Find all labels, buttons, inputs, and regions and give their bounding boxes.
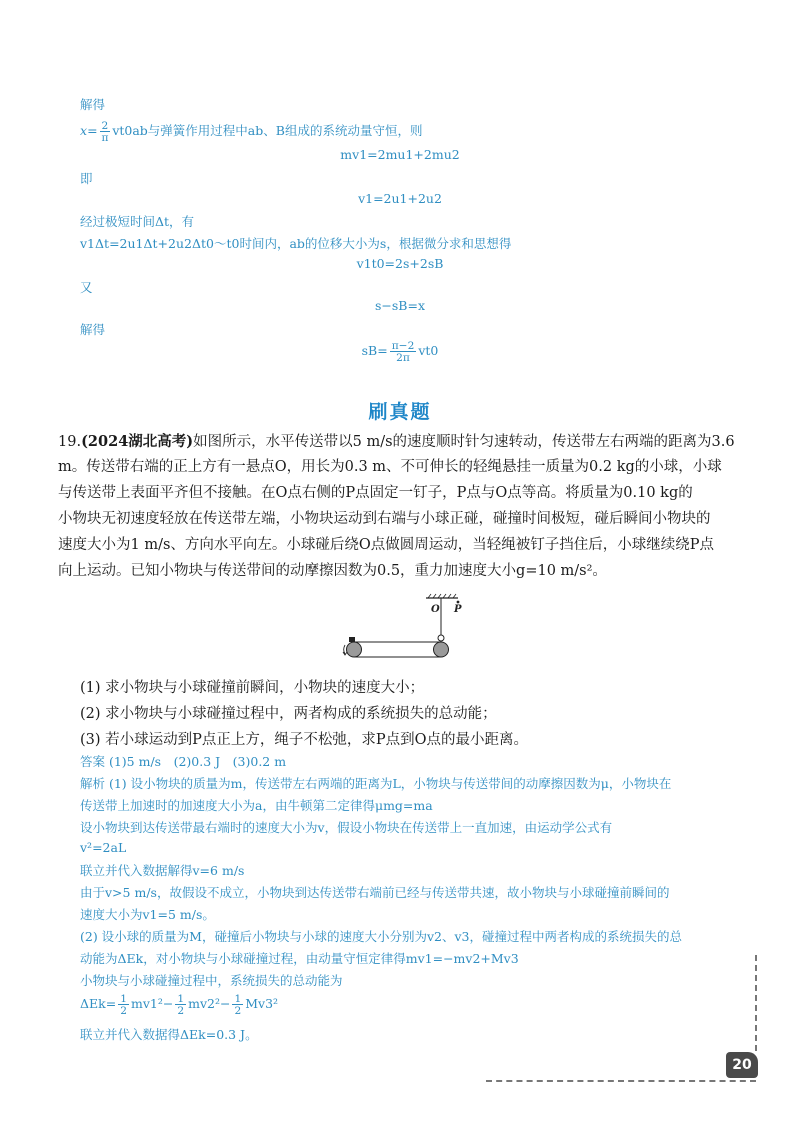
solution-line: 设小物块到达传送带最右端时的速度大小为v，假设小物块在传送带上一直加速，由运动学公式有 (80, 820, 613, 835)
ball (438, 635, 444, 641)
left-pulley (347, 642, 362, 657)
conveyor-belt-figure (330, 590, 470, 665)
equation: v1=2u1+2u2 (358, 191, 442, 206)
question-line: 与传送带上表面平齐但不接触。在O点右侧的P点固定一钉子，P点与O点等高。将质量为0.10 kg的 (58, 485, 693, 501)
solution-line: v²=2aL (80, 840, 127, 855)
text-line: 解得 (80, 97, 106, 112)
label-o: O (431, 604, 440, 615)
fraction: $\frac{1}{2}$ (177, 992, 185, 1018)
solution-line: 小物块与小球碰撞过程中，系统损失的总动能为 (80, 973, 343, 988)
block (349, 637, 355, 642)
answer-summary: 答案 (1)5 m/s (2)0.3 J (3)0.2 m (80, 754, 287, 769)
sub-question-3: (3) 若小球运动到P点正上方，绳子不松弛，求P点到O点的最小距离。 (80, 732, 529, 748)
solution-line: 解析 (1) 设小物块的质量为m，传送带左右两端的距离为L，小物块与传送带间的动摩擦因数为μ，小物块在 (80, 776, 672, 791)
question-line: 小物块无初速度轻放在传送带左端，小物块运动到右端与小球正碰，碰撞时间极短，碰后瞬间小物块的 (58, 511, 711, 527)
rotation-arrow (344, 645, 345, 654)
fraction: $\frac{\pi-2}{2\pi}$ (391, 339, 415, 365)
page-number: 20 (726, 1052, 758, 1078)
solution-line: 速度大小为v1=5 m/s。 (80, 907, 215, 922)
equation: s−sB=x (374, 298, 425, 313)
solution-line: (2) 设小球的质量为M，碰撞后小物块与小球的速度大小分别为v2、v3，碰撞过程中两者构成的系统损失的总 (80, 929, 683, 944)
solution-line: 传送带上加速时的加速度大小为a，由牛顿第二定律得μmg=ma (80, 798, 433, 813)
label-p: P (454, 604, 462, 615)
solution-line: 动能为ΔEk，对小物块与小球碰撞过程，由动量守恒定律得mv1=−mv2+Mv3 (80, 951, 519, 966)
question-number: 19. (58, 434, 82, 450)
fraction: $\frac{1}{2}$ (120, 992, 127, 1018)
solution-equation: ΔEk= $\frac{1}{2}$ mv1²− $\frac{1}{2}$ mv2²− $\frac{1}{2}$ Mv3² (80, 992, 279, 1018)
fraction: $\frac{2}{\pi}$ (101, 119, 109, 145)
question-line: 向上运动。已知小物块与传送带间的动摩擦因数为0.5，重力加速度大小g=10 m/s²。 (58, 563, 607, 579)
equation: v1t0=2s+2sB (356, 256, 444, 271)
dashed-border-horizontal (486, 1080, 756, 1082)
equation: mv1=2mu1+2mu2 (340, 147, 460, 162)
dashed-border-vertical (755, 955, 757, 1051)
solution-line: 由于v>5 m/s，故假设不成立，小物块到达传送带右端前已经与传送带共速，故小物块与小球碰撞前瞬间的 (80, 885, 670, 900)
text-line: 即 (80, 171, 93, 186)
question-line: 19.(2024湖北高考)如图所示，水平传送带以5 m/s的速度顺时针匀速转动，传送带左右两端的距离为3.6 (58, 433, 735, 450)
right-pulley (434, 642, 449, 657)
equation-fraction: sB= $\frac{\pi-2}{2\pi}$ vt0 (361, 339, 439, 365)
text-line: 经过极短时间Δt，有 (80, 214, 195, 229)
sub-question-2: (2) 求小物块与小球碰撞过程中，两者构成的系统损失的总动能； (80, 706, 497, 722)
question-source: (2024湖北高考) (81, 433, 194, 450)
text-line: v1Δt=2u1Δt+2u2Δt0～t0时间内，ab的位移大小为s，根据微分求和思想得 (80, 236, 512, 251)
solution-line: 联立并代入数据得ΔEk=0.3 J。 (80, 1027, 258, 1042)
sub-question-1: (1) 求小物块与小球碰撞前瞬间，小物块的速度大小； (80, 680, 425, 696)
question-line: 速度大小为1 m/s、方向水平向左。小球碰后绕O点做圆周运动，当轻绳被钉子挡住后，小球继续绕P点 (58, 537, 715, 553)
text-line: 解得 (80, 322, 106, 337)
fraction: $\frac{1}{2}$ (234, 992, 242, 1018)
question-line: m。传送带右端的正上方有一悬点O，用长为0.3 m、不可伸长的轻绳悬挂一质量为0.2 kg的小球，小球 (58, 459, 722, 475)
text-line-with-fraction: x= $\frac{2}{\pi}$ vt0ab与弹簧作用过程中ab、B组成的系统动量守恒，则 (80, 119, 423, 145)
section-title: 刷真题 (368, 401, 432, 423)
text-line: 又 (80, 280, 93, 295)
solution-line: 联立并代入数据解得v=6 m/s (80, 863, 245, 878)
nail-p (457, 601, 460, 604)
